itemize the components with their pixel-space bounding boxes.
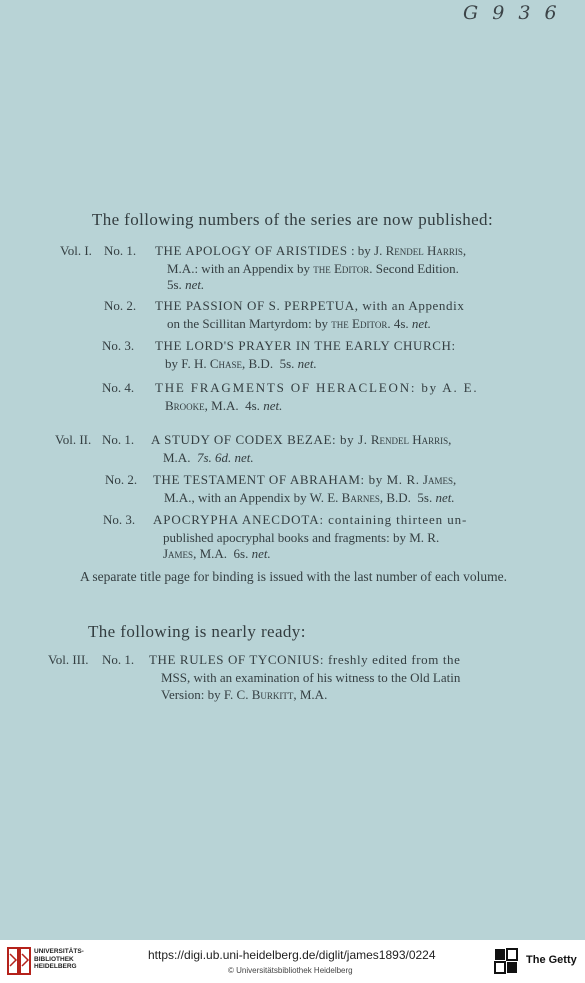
handwritten-shelfmark: G 9 3 6: [463, 2, 561, 24]
scanned-page: G 9 3 6 The following numbers of the series are now published: Vol. I. No. 1. THE APOLOGY OF ARISTIDES : by J. Rendel Harris, M.A.: with an Appendix by the Editor. Second Edition. 5s. net. No. 2. THE PASSION OF S. PERPETUA, with an Appendix on the Scillitan Martyrdom: by the Editor. 4s. net. No. 3. THE LORD'S PRAYER IN THE EARLY CHURCH: by F. H. Chase, B.D. 5s. net. No. 4. THE FRAGMENTS OF HERACLEON: by A. E. Brooke, M.A. 4s. net. Vol. II. No. 1. A STUDY OF CODEX BEZAE: by J. Rendel Harris, M.A. 7s. 6d. net. No. 2. THE TESTAMENT OF ABRAHAM: by M. R. James, M.A., with an Appendix by W. E. Barnes, B.D. 5s. net. No. 3. APOCRYPHA ANECDOTA: containing thirteen un- published apocryphal books and fragments: by M. R. James, M.A. 6s. net. A separate title page for binding is issued with the last number of each volume. The following is nearly ready: Vol. III. No. 1. THE RULES OF TYCONIUS: freshly edited from the MSS, with an examination of his witness to the Old Latin Version: by F. C. Burkitt, M.A.: [0, 0, 585, 940]
vol2-label: Vol. II.: [55, 432, 92, 447]
heidelberg-library-logo-icon: [6, 946, 32, 976]
getty-label: The Getty: [526, 954, 577, 966]
digitization-url-link[interactable]: https://digi.ub.uni-heidelberg.de/diglit/james1893/0224: [148, 948, 436, 962]
vol1-label: Vol. I.: [60, 243, 92, 258]
vol1-no1-num: No. 1.: [104, 243, 137, 258]
separate-title-note: A separate title page for binding is issued with the last number of each volume.: [80, 569, 508, 584]
library-name: UNIVERSITÄTS- BIBLIOTHEK HEIDELBERG: [34, 948, 84, 970]
vol3-label: Vol. III.: [48, 652, 89, 667]
copyright-notice: © Universitätsbibliothek Heidelberg: [228, 966, 353, 975]
viewer-footer: [0, 940, 585, 983]
heading-published: The following numbers of the series are now published:: [91, 210, 494, 229]
getty-logo-icon: [494, 948, 518, 974]
heading-nearly-ready: The following is nearly ready:: [88, 622, 306, 641]
